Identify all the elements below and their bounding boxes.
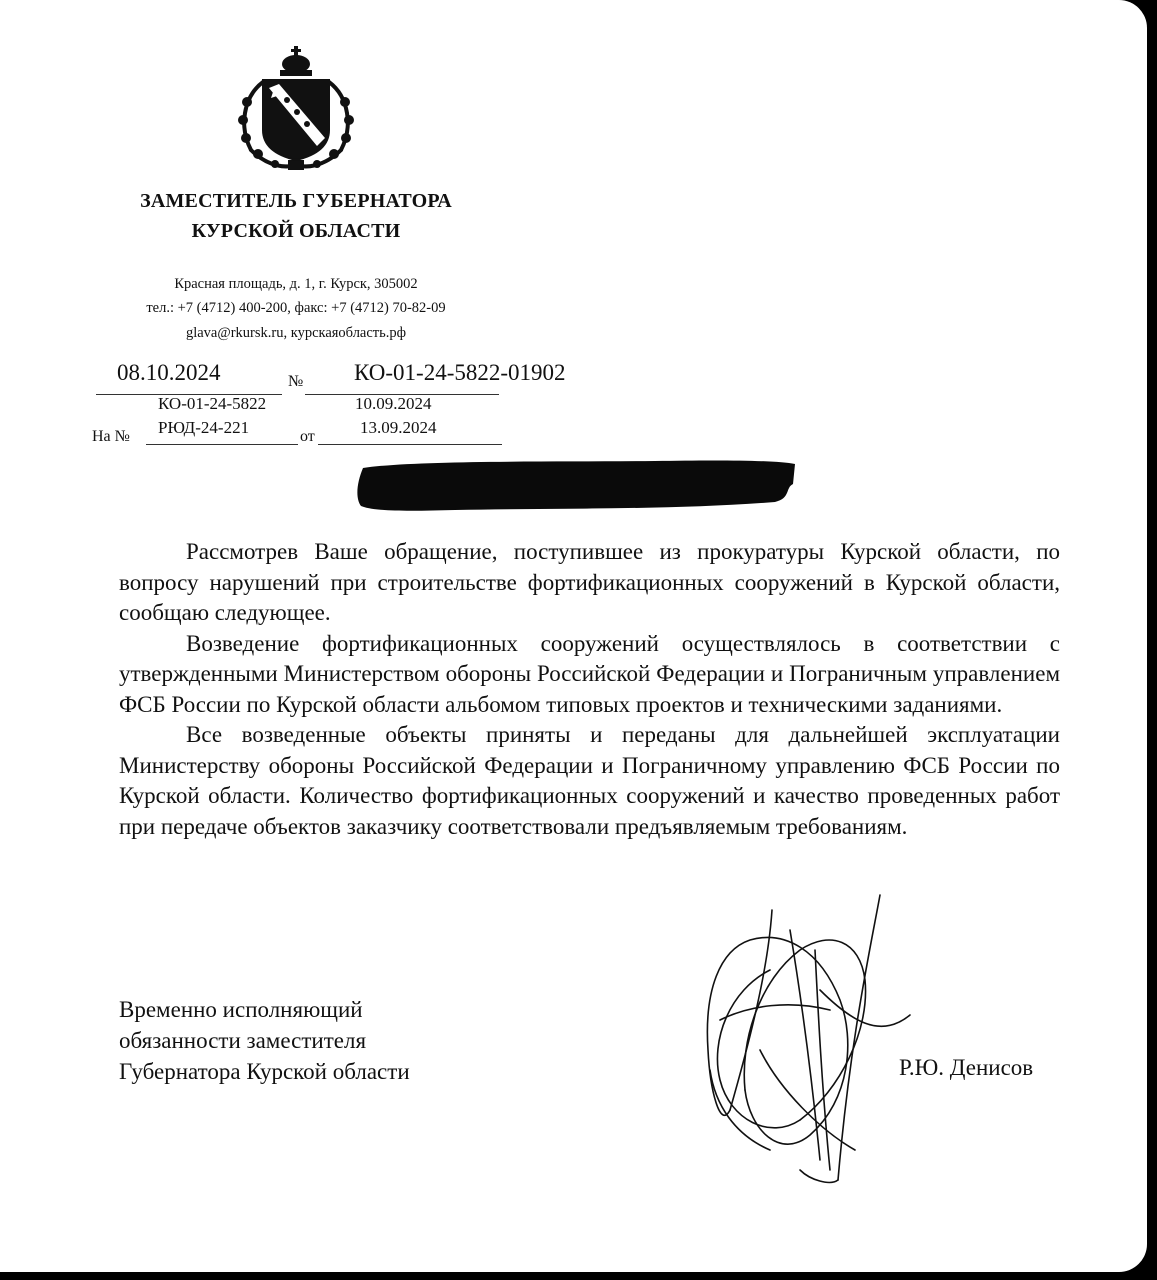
signer-position-line2: обязанности заместителя xyxy=(119,1028,367,1053)
ref-number-underline xyxy=(146,444,298,445)
body-paragraph-3: Все возведенные объекты приняты и переданы для дальнейшей эксплуатации Министерству обороны Российской Федерации и Пограничному управлению ФСБ России по Курской области. Количество фортификационных сооружений и качество проведенных работ при передаче объектов заказчику соответствовали предъявляемым требованиям. xyxy=(119,722,1060,839)
ref-date-1: 10.09.2024 xyxy=(355,394,432,413)
header-email-site: glava@rkursk.ru, курскаяобласть.рф xyxy=(185,325,407,341)
registration-date: 08.10.2024 xyxy=(117,360,221,385)
signer-name: Р.Ю. Денисов xyxy=(899,1055,1034,1080)
number-sign: № xyxy=(288,373,304,390)
header-title-line2: КУРСКОЙ ОБЛАСТИ xyxy=(191,220,401,242)
handwritten-signature xyxy=(690,890,920,1190)
signer-position-line1: Временно исполняющий xyxy=(119,997,363,1022)
ref-number-1: КО-01-24-5822 xyxy=(158,394,267,413)
ref-date-underline xyxy=(318,444,502,445)
body-paragraph-1: Рассмотрев Ваше обращение, поступившее из прокуратуры Курской области, по вопросу нарушений при строительстве фортификационных сооружений в Курской области, сообщаю следующее. xyxy=(119,539,1060,625)
body-paragraph-2: Возведение фортификационных сооружений осуществлялось в соответствии с утвержденными Министерством обороны Российской Федерации и Пограничным управлением ФСБ России по Курской области альбомом типовых проектов и техническими заданиями. xyxy=(119,630,1060,717)
redaction-mark xyxy=(355,458,799,514)
signer-position xyxy=(119,994,410,1087)
header-phones: тел.: +7 (4712) 400-200, факс: +7 (4712) 70-82-09 xyxy=(146,300,446,316)
header-address: Красная площадь, д. 1, г. Курск, 305002 xyxy=(174,276,418,292)
reply-to-label: На № xyxy=(92,428,130,445)
from-label: от xyxy=(300,428,315,445)
ref-number-2: РЮД-24-221 xyxy=(158,418,250,437)
registration-number: КО-01-24-5822-01902 xyxy=(354,360,566,385)
coat-of-arms-icon xyxy=(233,42,359,174)
ref-date-2: 13.09.2024 xyxy=(360,418,437,437)
letter-body xyxy=(119,537,1060,842)
signer-position-line3: Губернатора Курской области xyxy=(119,1059,410,1084)
header-title-line1: ЗАМЕСТИТЕЛЬ ГУБЕРНАТОРА xyxy=(140,190,452,212)
